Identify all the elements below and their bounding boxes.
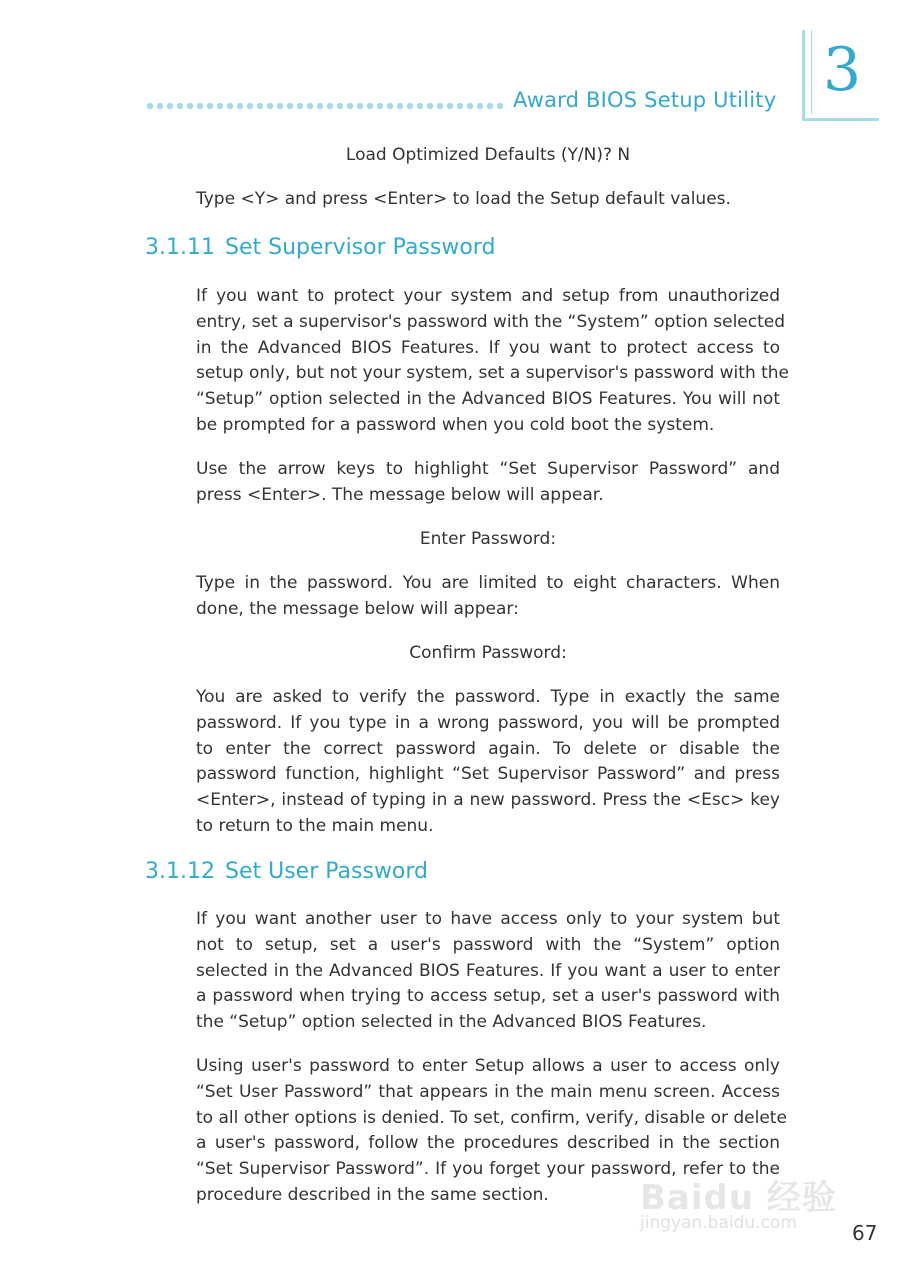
- paragraph: [196, 284, 790, 439]
- paragraph-line: If you want to protect your system and setup from unauthorized: [196, 286, 780, 306]
- paragraph-line: the “Setup” option selected in the Advanced BIOS Features.: [196, 1012, 707, 1033]
- paragraph: [196, 685, 780, 840]
- paragraph-line: <Enter>, instead of typing in a new password. Press the <Esc> key: [196, 790, 780, 811]
- paragraph-line: in the Advanced BIOS Features. If you want to protect access to: [196, 337, 780, 358]
- paragraph-line: to all other options is denied. To set, confirm, verify, disable or delete: [196, 1107, 787, 1128]
- prompt-message: Load Optimized Defaults (Y/N)? N: [345, 145, 631, 165]
- paragraph-line: entry, set a supervisor's password with the “System” option selected: [196, 311, 786, 332]
- paragraph-line: to return to the main menu.: [196, 815, 434, 836]
- running-header-title: Award BIOS Setup Utility: [513, 88, 777, 112]
- paragraph-line: procedure described in the same section.: [196, 1184, 549, 1205]
- paragraph-line: a user's password, follow the procedures described in the section: [196, 1133, 780, 1154]
- paragraph-line: done, the message below will appear:: [196, 598, 519, 619]
- confirm-password-message: Confirm Password:: [409, 643, 567, 663]
- chapter-number: 3: [823, 35, 862, 105]
- header-dot-rule: [145, 101, 505, 111]
- paragraph-line: setup only, but not your system, set a supervisor's password with the: [196, 363, 790, 384]
- page-number: 67: [852, 1221, 878, 1245]
- paragraph-line: Using user's password to enter Setup allows a user to access only: [196, 1056, 780, 1076]
- section-title: Set Supervisor Password: [225, 235, 496, 260]
- paragraph-line: password function, highlight “Set Supervisor Password” and press: [196, 764, 780, 785]
- paragraph-line: press <Enter>. The message below will appear.: [196, 484, 604, 505]
- paragraph: [196, 457, 780, 509]
- section-title: Set User Password: [225, 859, 429, 884]
- paragraph-line: You are asked to verify the password. Type in exactly the same: [196, 687, 780, 707]
- intro-instruction: Type <Y> and press <Enter> to load the Setup default values.: [196, 189, 731, 209]
- paragraph: [196, 571, 780, 623]
- paragraph-line: “Set User Password” that appears in the main menu screen. Access: [196, 1081, 780, 1102]
- paragraph-line: to enter the correct password again. To delete or disable the: [196, 738, 780, 759]
- section-number: 3.1.11: [145, 235, 215, 260]
- paragraph-line: password. If you type in a wrong password, you will be prompted: [196, 712, 780, 733]
- paragraph-line: “Setup” option selected in the Advanced BIOS Features. You will not: [196, 389, 780, 410]
- enter-password-message: Enter Password:: [419, 529, 557, 549]
- paragraph-line: Use the arrow keys to highlight “Set Supervisor Password” and: [196, 459, 780, 479]
- paragraph: [196, 907, 780, 1036]
- paragraph-line: a password when trying to access setup, set a user's password with: [196, 986, 780, 1007]
- paragraph-line: “Set Supervisor Password”. If you forget your password, refer to the: [196, 1159, 780, 1180]
- paragraph-line: not to setup, set a user's password with the “System” option: [196, 934, 780, 955]
- paragraph-line: Type in the password. You are limited to eight characters. When: [196, 573, 780, 593]
- chapter-tab: [802, 30, 879, 121]
- watermark-url: jingyan.baidu.com: [640, 1213, 797, 1233]
- paragraph-line: be prompted for a password when you cold boot the system.: [196, 414, 715, 435]
- section-heading-user-password: [145, 859, 428, 884]
- section-number: 3.1.12: [145, 859, 215, 884]
- chapter-tab-rule: [811, 30, 812, 114]
- paragraph-line: selected in the Advanced BIOS Features. If you want a user to enter: [196, 960, 780, 981]
- section-heading-supervisor-password: [145, 235, 495, 260]
- watermark-logo: Baidu 经验: [640, 1178, 837, 1218]
- paragraph-line: If you want another user to have access only to your system but: [196, 909, 780, 929]
